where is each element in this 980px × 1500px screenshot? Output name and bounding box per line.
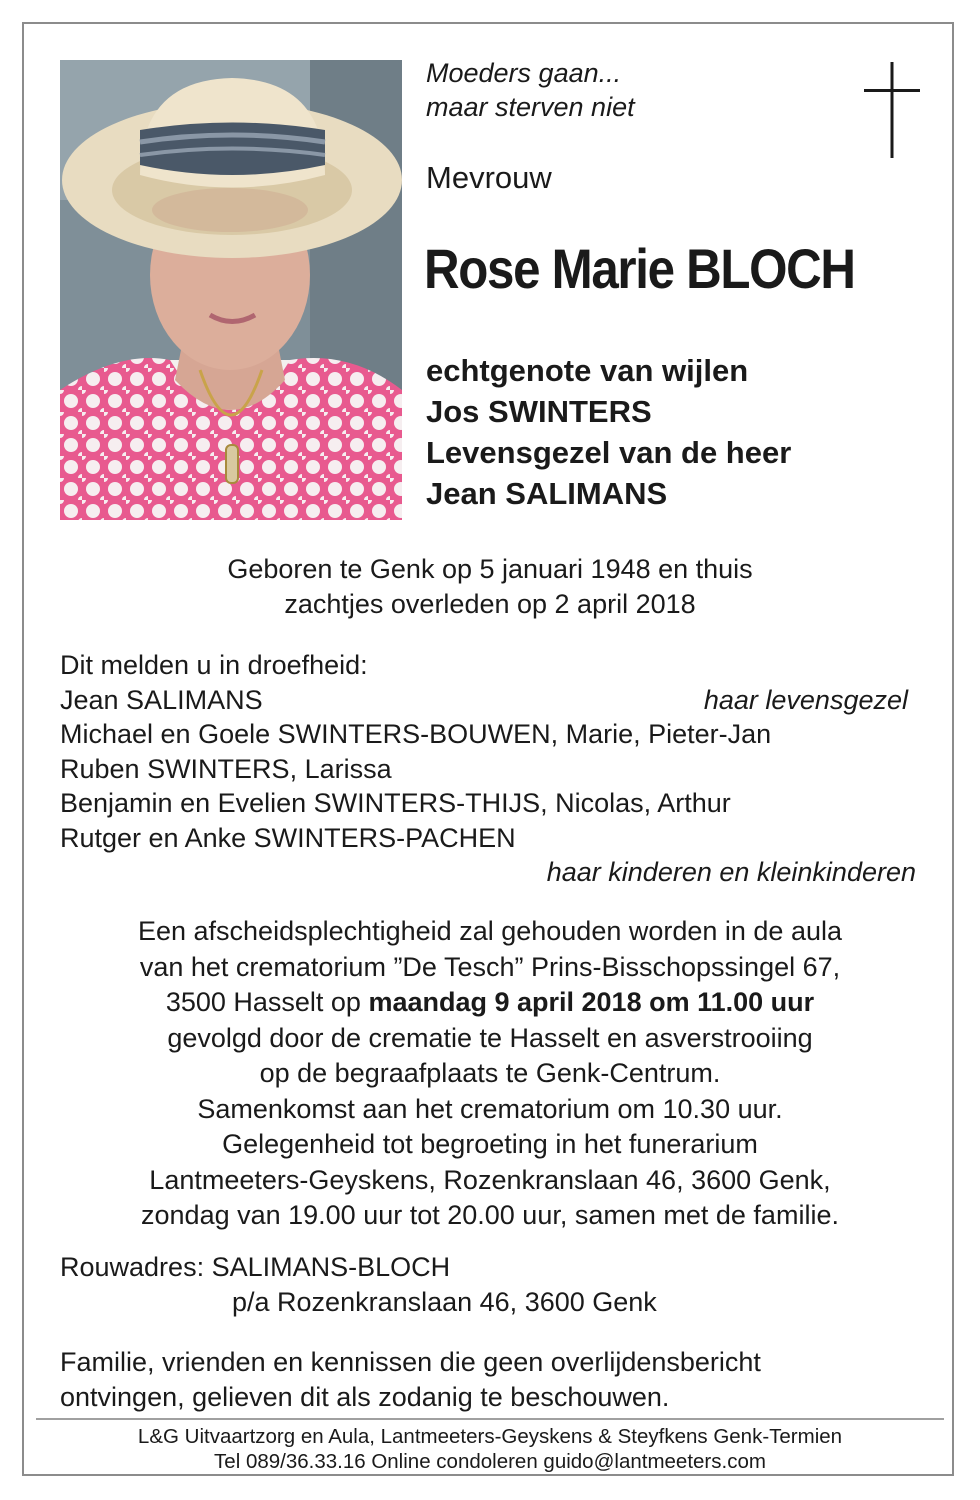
- motto-line-1: Moeders gaan...: [426, 58, 622, 88]
- birth-line-1: Geboren te Genk op 5 januari 1948 en thuis: [227, 554, 753, 584]
- motto-line-2: maar sterven niet: [426, 92, 635, 122]
- mourner-partner-role: haar levensgezel: [703, 684, 908, 715]
- birth-death-dates: [0, 552, 980, 622]
- mourners-intro: Dit melden u in droefheid:: [60, 650, 368, 680]
- relation-line: Levensgezel van de heer: [426, 435, 792, 470]
- mourner-family-line: Rutger en Anke SWINTERS-PACHEN: [60, 822, 516, 853]
- relation-line: echtgenote van wijlen: [426, 353, 749, 388]
- mourners-list: [60, 648, 920, 890]
- address-line-2: p/a Rozenkranslaan 46, 3600 Genk: [232, 1287, 657, 1317]
- mourner-family-line: Ruben SWINTERS, Larissa: [60, 753, 392, 784]
- mourner-family-role: haar kinderen en kleinkinderen: [546, 857, 916, 887]
- ceremony-line: zondag van 19.00 uur tot 20.00 uur, samen met de familie.: [141, 1200, 839, 1230]
- ceremony-line: Een afscheidsplechtigheid zal gehouden worden in de aula: [137, 916, 843, 946]
- notice-line-1: Familie, vrienden en kennissen die geen overlijdensbericht: [60, 1347, 761, 1377]
- birth-line-2: zachtjes overleden op 2 april 2018: [284, 589, 696, 619]
- mourner-partner-name: Jean SALIMANS: [60, 684, 263, 715]
- notice-text: [60, 1345, 761, 1415]
- cross-icon: [862, 62, 922, 163]
- ceremony-line: van het crematorium ”De Tesch” Prins-Bisschopssingel 67,: [139, 951, 841, 982]
- ceremony-line: Gelegenheid tot begroeting in het funerarium: [222, 1129, 758, 1159]
- mourner-family-line: Benjamin en Evelien SWINTERS-THIJS, Nicolas, Arthur: [60, 788, 731, 818]
- footer-divider: [36, 1418, 944, 1420]
- ceremony-line-date: [0, 985, 980, 1021]
- notice-line-2: ontvingen, gelieven dit als zodanig te beschouwen.: [60, 1382, 670, 1412]
- footer-line-2: Tel 089/36.33.16 Online condoleren guido@lantmeeters.com: [214, 1450, 766, 1473]
- ceremony-line: gevolgd door de crematie te Hasselt en asverstrooiing: [167, 1022, 813, 1053]
- ceremony-place: 3500 Hasselt op: [165, 987, 369, 1017]
- relation-line: Jos SWINTERS: [426, 394, 652, 429]
- mourner-partner-row: [60, 683, 920, 718]
- ceremony-details: [0, 914, 980, 1234]
- mourner-family-line: Michael en Goele SWINTERS-BOUWEN, Marie, Pieter-Jan: [60, 719, 772, 749]
- honorific: Mevrouw: [426, 160, 552, 195]
- motto: [426, 56, 635, 124]
- ceremony-line: Samenkomst aan het crematorium om 10.30 uur.: [197, 1093, 783, 1124]
- relation-line: Jean SALIMANS: [426, 476, 668, 511]
- ceremony-line: op de begraafplaats te Genk-Centrum.: [259, 1058, 721, 1088]
- ceremony-line: Lantmeeters-Geyskens, Rozenkranslaan 46, 3600 Genk,: [149, 1164, 831, 1195]
- mourning-address: [60, 1250, 657, 1320]
- ceremony-datetime: maandag 9 april 2018 om 11.00 uur: [368, 987, 815, 1017]
- footer-line-1: L&G Uitvaartzorg en Aula, Lantmeeters-Geyskens & Steyfkens Genk-Termien: [137, 1425, 843, 1448]
- address-line-1: Rouwadres: SALIMANS-BLOCH: [60, 1252, 451, 1282]
- relations: [426, 350, 791, 514]
- deceased-name: Rose Marie BLOCH: [424, 237, 855, 300]
- portrait-photo: [60, 60, 402, 520]
- funeral-home-footer: [0, 1424, 980, 1474]
